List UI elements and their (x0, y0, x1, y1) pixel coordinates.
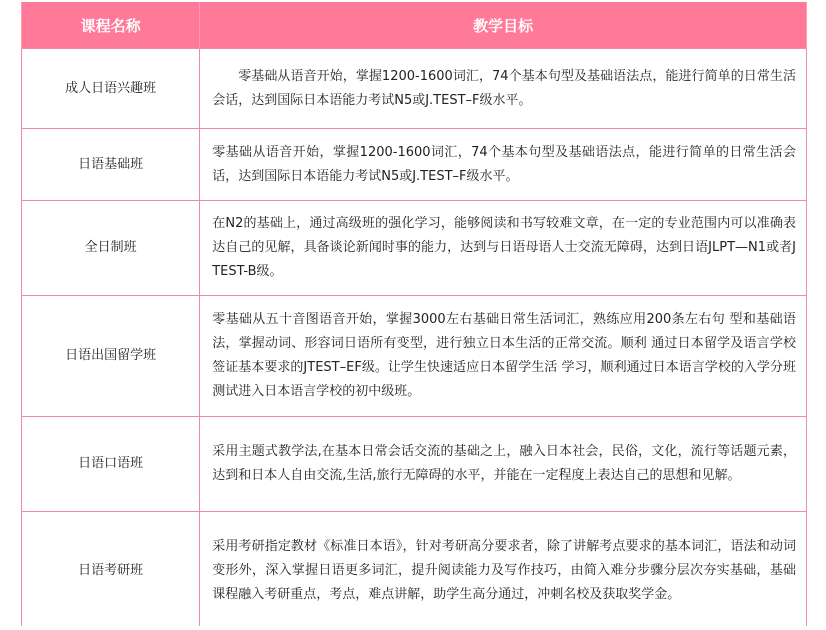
table-row (22, 201, 807, 296)
table-row (22, 417, 807, 512)
course-table (21, 2, 807, 630)
course-name-cell: 日语考研班 (22, 512, 200, 630)
table-row (22, 129, 807, 201)
course-goal-cell: 零基础从语音开始，掌握1200-1600词汇，74个基本句型及基础语法点，能进行简单的日常生活会话，达到国际日本语能力考试N5或J.TEST–F级水平。 (200, 49, 807, 129)
header-course-name: 课程名称 (22, 2, 200, 49)
course-goal-cell: 采用考研指定教材《标准日本语》，针对考研高分要求者，除了讲解考点要求的基本词汇，语法和动词变形外，深入掌握日语更多词汇，提升阅读能力及写作技巧，由简入难分步骤分层次夯实基础，基础课程融入考研重点，考点，难点讲解，助学生高分通过，冲刺名校及获取奖学金。 (200, 512, 807, 630)
course-goal-cell: 零基础从语音开始，掌握1200-1600词汇，74个基本句型及基础语法点，能进行简单的日常生活会话，达到国际日本语能力考试N5或J.TEST–F级水平。 (200, 129, 807, 201)
header-teaching-goal: 教学目标 (200, 2, 807, 49)
course-name-cell: 日语出国留学班 (22, 296, 200, 417)
course-goal-cell: 采用主题式教学法,在基本日常会话交流的基础之上，融入日本社会，民俗，文化，流行等话题元素，达到和日本人自由交流,生活,旅行无障碍的水平，并能在一定程度上表达自己的思想和见解。 (200, 417, 807, 512)
page-bottom-edge (0, 626, 826, 630)
table-row (22, 49, 807, 129)
table-header-row (22, 2, 807, 49)
table-row (22, 512, 807, 630)
course-goal-cell: 在N2的基础上，通过高级班的强化学习，能够阅读和书写较难文章，在一定的专业范围内可以准确表达自己的见解，具备谈论新闻时事的能力，达到与日语母语人士交流无障碍，达到日语JLPT—N1或者JTEST-B级。 (200, 201, 807, 296)
table-row (22, 296, 807, 417)
course-name-cell: 成人日语兴趣班 (22, 49, 200, 129)
course-name-cell: 日语基础班 (22, 129, 200, 201)
course-name-cell: 全日制班 (22, 201, 200, 296)
course-name-cell: 日语口语班 (22, 417, 200, 512)
course-goal-cell: 零基础从五十音图语音开始，掌握3000左右基础日常生活词汇，熟练应用200条左右句 型和基础语法，掌握动词、形容词日语所有变型，进行独立日本生活的正常交流。顺利 通过日本留学及语言学校签证基本要求的JTEST–EF级。让学生快速适应日本留学生活 学习，顺利通过日本语言学校的入学分班测试进入日本语言学校的初中级班。 (200, 296, 807, 417)
